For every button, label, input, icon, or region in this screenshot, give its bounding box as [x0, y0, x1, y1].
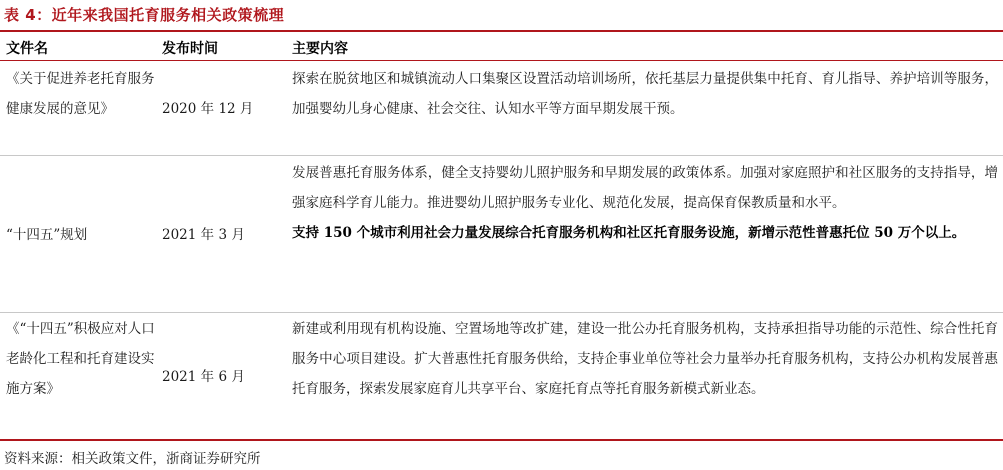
- top-rule: [0, 30, 1003, 32]
- bottom-rule: [0, 439, 1003, 441]
- row3-content-text: 新建或利用现有机构设施、空置场地等改扩建，建设一批公办托育服务机构，支持承担指导功能的示范性、综合性托育服务中心项目建设。扩大普惠性托育服务供给，支持企事业单位等社会力量举办托育服务机构，支持公办机构发展普惠托育服务，探索发展家庭育儿共享平台、家庭托育点等托育服务新模式新业态。: [292, 321, 998, 397]
- row2-content-bold: 支持 150 个城市利用社会力量发展综合托育服务机构和社区托育服务设施，新增示范性普惠托位 50 万个以上。: [292, 225, 966, 241]
- row2-doc-name: “十四五”规划: [6, 227, 88, 243]
- row1-date: 2020 年 12 月: [162, 101, 254, 117]
- column-header-date: 发布时间: [162, 41, 218, 57]
- row-divider: [0, 155, 1003, 156]
- source-note: 资料来源：相关政策文件，浙商证券研究所: [4, 451, 261, 467]
- row3-doc-name: 《“十四五”积极应对人口老龄化工程和托育建设实施方案》: [6, 321, 155, 397]
- row2-content-text: 发展普惠托育服务体系，健全支持婴幼儿照护服务和早期发展的政策体系。加强对家庭照护和社区服务的支持指导，增强家庭科学育儿能力。推进婴幼儿照护服务专业化、规范化发展，提高保育保教质量和水平。: [292, 165, 998, 211]
- row1-doc-name: 《关于促进养老托育服务健康发展的意见》: [6, 71, 155, 117]
- column-header-doc: 文件名: [6, 41, 48, 57]
- header-rule: [0, 60, 1003, 61]
- table-title: 表 4：近年来我国托育服务相关政策梳理: [4, 6, 285, 24]
- row-divider: [0, 312, 1003, 313]
- row2-content: [292, 158, 998, 248]
- row3-content: [292, 314, 998, 404]
- column-header-content: 主要内容: [292, 41, 348, 57]
- row1-content-text: 探索在脱贫地区和城镇流动人口集聚区设置活动培训场所，依托基层力量提供集中托育、育儿指导、养护培训等服务，加强婴幼儿身心健康、社会交往、认知水平等方面早期发展干预。: [292, 71, 998, 117]
- row1-content: [292, 64, 998, 124]
- row3-date: 2021 年 6 月: [162, 369, 245, 385]
- row2-date: 2021 年 3 月: [162, 227, 245, 243]
